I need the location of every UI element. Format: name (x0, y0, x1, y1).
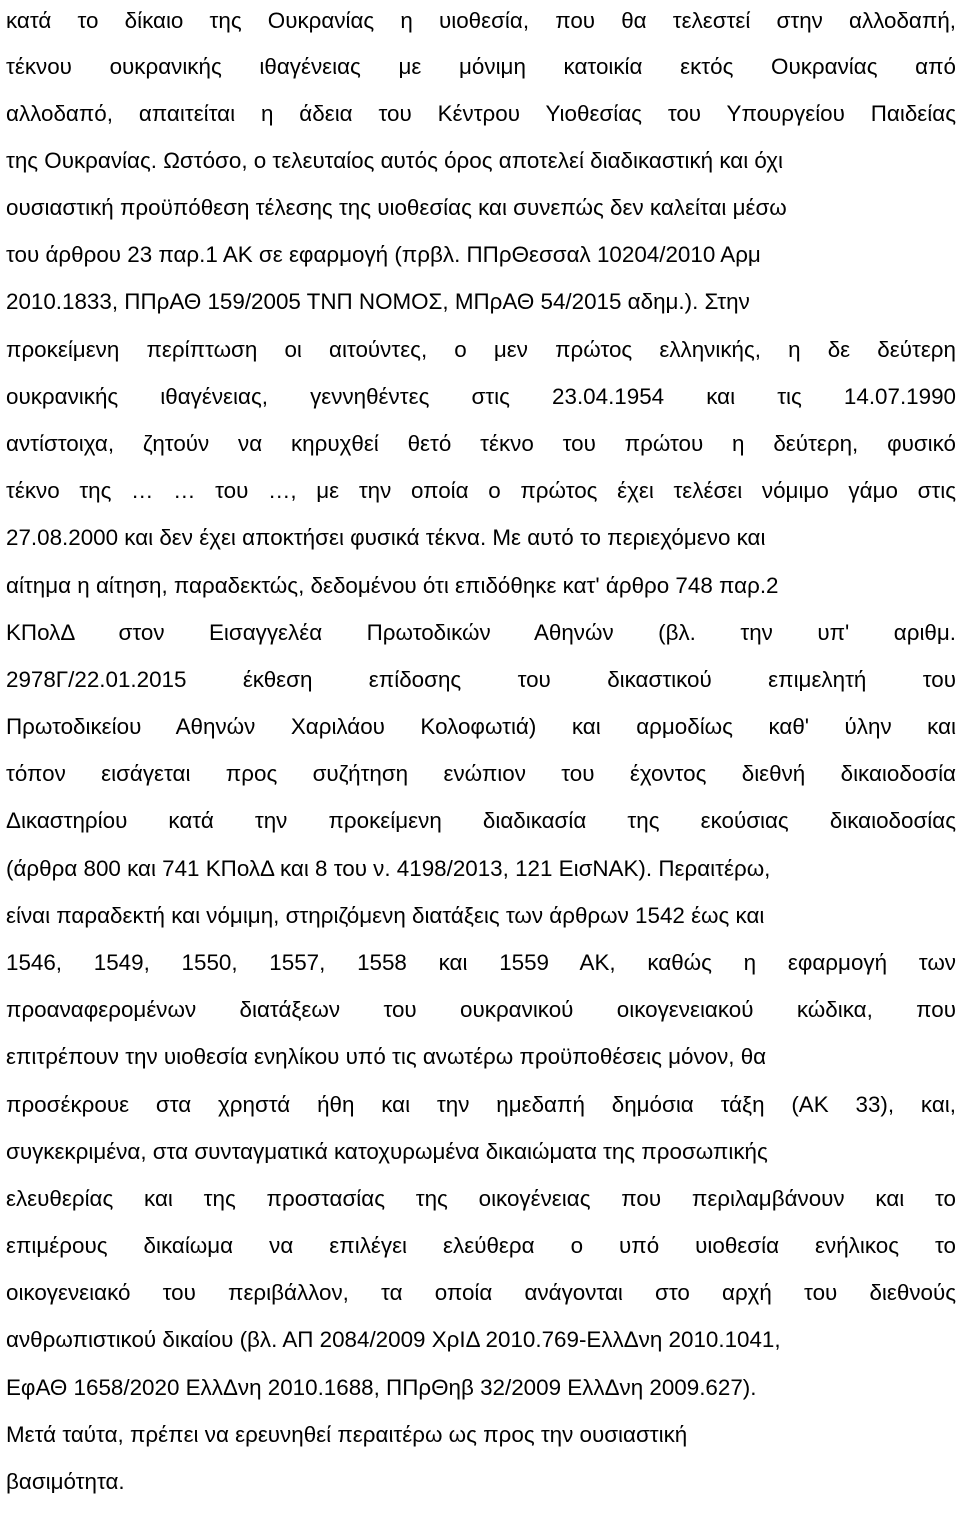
text-line: προαναφερομένων διατάξεων του ουκρανικού οικογενειακού κώδικα, που (6, 997, 956, 1022)
text-line: προκείμενη περίπτωση οι αιτούντες, ο μεν πρώτος ελληνικής, η δε δεύτερη (6, 337, 956, 362)
text-line: προσέκρουε στα χρηστά ήθη και την ημεδαπή δημόσια τάξη (ΑΚ 33), και, (6, 1092, 956, 1117)
text-line: ελευθερίας και της προστασίας της οικογένειας που περιλαμβάνουν και το (6, 1186, 956, 1211)
text-line: επιτρέπουν την υιοθεσία ενηλίκου υπό τις ανωτέρω προϋποθέσεις μόνον, θα (6, 1044, 767, 1069)
text-line: αίτημα η αίτηση, παραδεκτώς, δεδομένου ότι επιδόθηκε κατ' άρθρο 748 παρ.2 (6, 573, 779, 598)
text-line: 27.08.2000 και δεν έχει αποκτήσει φυσικά τέκνα. Με αυτό το περιεχόμενο και (6, 525, 766, 550)
text-line: Δικαστηρίου κατά την προκείμενη διαδικασία της εκούσιας δικαιοδοσίας (6, 808, 956, 833)
text-line: ανθρωπιστικού δικαίου (βλ. ΑΠ 2084/2009 ΧρΙΔ 2010.769-ΕλλΔνη 2010.1041, (6, 1327, 781, 1352)
text-line: αντίστοιχα, ζητούν να κηρυχθεί θετό τέκνο του πρώτου η δεύτερη, φυσικό (6, 431, 956, 456)
text-line: ΚΠολΔ στον Εισαγγελέα Πρωτοδικών Αθηνών (βλ. την υπ' αριθμ. (6, 620, 956, 645)
text-line: 2978Γ/22.01.2015 έκθεση επίδοσης του δικαστικού επιμελητή του (6, 667, 956, 692)
text-line: Πρωτοδικείου Αθηνών Χαριλάου Κολοφωτιά) και αρμοδίως καθ' ύλην και (6, 714, 956, 739)
text-line: Μετά ταύτα, πρέπει να ερευνηθεί περαιτέρω ως προς την ουσιαστική (6, 1422, 688, 1447)
text-line: τέκνου ουκρανικής ιθαγένειας με μόνιμη κατοικία εκτός Ουκρανίας από (6, 54, 956, 79)
text-line: κατά το δίκαιο της Ουκρανίας η υιοθεσία, που θα τελεστεί στην αλλοδαπή, (6, 8, 956, 33)
text-line: του άρθρου 23 παρ.1 ΑΚ σε εφαρμογή (πρβλ. ΠΠρΘεσσαλ 10204/2010 Αρμ (6, 242, 761, 267)
text-line: είναι παραδεκτή και νόμιμη, στηριζόμενη διατάξεις των άρθρων 1542 έως και (6, 903, 765, 928)
text-line: ΕφΑΘ 1658/2020 ΕλλΔνη 2010.1688, ΠΠρΘηβ 32/2009 ΕλλΔνη 2009.627). (6, 1375, 757, 1400)
text-line: της Ουκρανίας. Ωστόσο, ο τελευταίος αυτός όρος αποτελεί διαδικαστική και όχι (6, 148, 783, 173)
text-line: τόπον εισάγεται προς συζήτηση ενώπιον του έχοντος διεθνή δικαιοδοσία (6, 761, 956, 786)
text-line: τέκνο της … … του …, με την οποία ο πρώτος έχει τελέσει νόμιμο γάμο στις (6, 478, 956, 503)
text-line: συγκεκριμένα, στα συνταγματικά κατοχυρωμένα δικαιώματα της προσωπικής (6, 1139, 768, 1164)
text-line: (άρθρα 800 και 741 ΚΠολΔ και 8 του ν. 4198/2013, 121 ΕισΝΑΚ). Περαιτέρω, (6, 856, 771, 881)
text-line: επιμέρους δικαίωμα να επιλέγει ελεύθερα ο υπό υιοθεσία ενήλικος το (6, 1233, 956, 1258)
text-line: 2010.1833, ΠΠρΑΘ 159/2005 ΤΝΠ ΝΟΜΟΣ, ΜΠρΑΘ 54/2015 αδημ.). Στην (6, 289, 750, 314)
text-line: αλλοδαπό, απαιτείται η άδεια του Κέντρου Υιοθεσίας του Υπουργείου Παιδείας (6, 101, 956, 126)
text-line: ουκρανικής ιθαγένειας, γεννηθέντες στις 23.04.1954 και τις 14.07.1990 (6, 384, 956, 409)
text-line: οικογενειακό του περιβάλλον, τα οποία ανάγονται στο αρχή του διεθνούς (6, 1280, 956, 1305)
text-line: 1546, 1549, 1550, 1557, 1558 και 1559 ΑΚ, καθώς η εφαρμογή των (6, 950, 956, 975)
text-line: βασιμότητα. (6, 1469, 125, 1494)
text-line: ουσιαστική προϋπόθεση τέλεσης της υιοθεσίας και συνεπώς δεν καλείται μέσω (6, 195, 787, 220)
